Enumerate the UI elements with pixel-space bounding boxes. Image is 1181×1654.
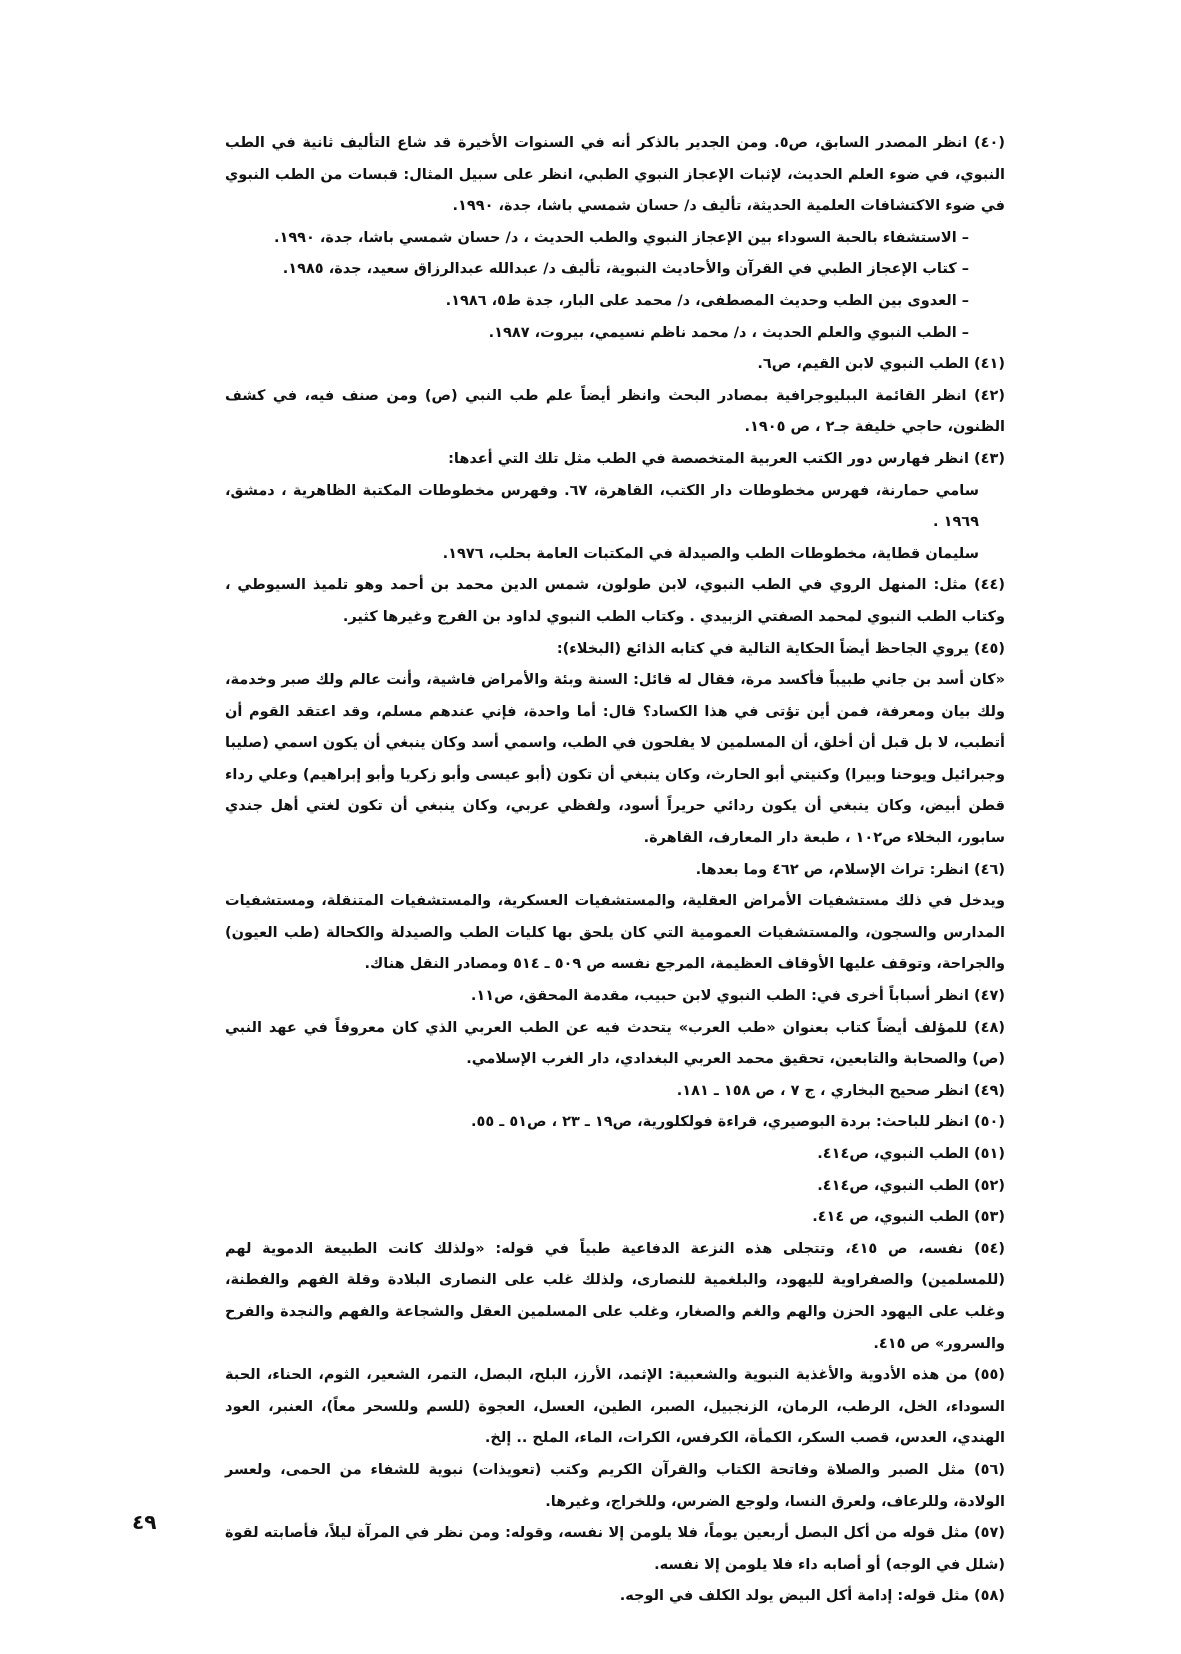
footnote-text: مثل الصبر والصلاة وفاتحة الكتاب والقرآن الكريم وكتب (تعويذات) نبوية للشفاء من الحمى، ولعسر الولادة، وللرعاف، ولعرق النسا، ولوجع الضرس، وللخراج، وغيرها. bbox=[225, 1461, 1005, 1510]
footnote-number: (٥٠) bbox=[974, 1114, 1005, 1131]
footnote bbox=[225, 1360, 1005, 1455]
footnote-text: من هذه الأدوية والأغذية النبوية والشعبية: الإثمد، الأرز، البلح، البصل، التمر، الشعير، الثوم، الحناء، الحبة السوداء، الخل، الرطب، الرمان، الزنجبيل، الصبر، الطين، العسل، العجوة (للسم وللسحر معاً)، العنبر، العود الهندي، العدس، قصب السكر، الكمأة، الكرفس، الكرات، الماء، الملح .. إلخ. bbox=[225, 1367, 1005, 1447]
footnote bbox=[225, 634, 1005, 666]
footnote bbox=[225, 855, 1005, 887]
footnote-text: – الاستشفاء بالحبة السوداء بين الإعجاز النبوي والطب الحديث ، د/ حسان شمسي باشا، جدة، ١٩٩٠. bbox=[273, 229, 969, 246]
footnote-text: انظر القائمة الببليوجرافية بمصادر البحث وانظر أيضاً علم طب النبي (ص) ومن صنف فيه، في كشف الظنون، حاجي خليفة جـ٢ ، ص ١٩٠٥. bbox=[225, 387, 1005, 436]
footnote-text: – العدوى بين الطب وحديث المصطفى، د/ محمد على البار، جدة ط٥، ١٩٨٦. bbox=[445, 292, 969, 309]
footnote-text: الطب النبوي، ص ٤١٤. bbox=[812, 1209, 969, 1226]
footnote-text: الطب النبوي لابن القيم، ص٦. bbox=[757, 356, 969, 373]
footnote-text: مثل قوله: إدامة أكل البيض يولد الكلف في الوجه. bbox=[619, 1588, 969, 1605]
footnote-number: (٥٧) bbox=[974, 1525, 1005, 1542]
footnote-number: (٤٩) bbox=[974, 1082, 1005, 1099]
footnote-number: (٤١) bbox=[974, 356, 1005, 373]
footnote-text: سامي حمارنة، فهرس مخطوطات دار الكتب، القاهرة، ٦٧. وفهرس مخطوطات المكتبة الظاهرية ، دمشق، ١٩٦٩ . bbox=[225, 482, 979, 531]
footnote-subitem bbox=[225, 223, 1005, 255]
footnote-number: (٤٤) bbox=[974, 577, 1005, 594]
footnote-number: (٤٦) bbox=[974, 861, 1005, 878]
footnote-text: يروي الجاحظ أيضاً الحكاية التالية في كتابه الذائع (البخلاء): bbox=[556, 640, 969, 657]
footnote bbox=[225, 981, 1005, 1013]
footnote-continuation bbox=[225, 886, 1005, 981]
footnote-number: (٤٢) bbox=[974, 387, 1005, 404]
footnote-text: انظر: تراث الإسلام، ص ٤٦٢ وما بعدها. bbox=[695, 861, 969, 878]
footnote-text: انظر فهارس دور الكتب العربية المتخصصة في الطب مثل تلك التي أعدها: bbox=[448, 450, 969, 467]
footnote-text: الطب النبوي، ص٤١٤. bbox=[817, 1177, 969, 1194]
footnote bbox=[225, 1076, 1005, 1108]
footnote-subitem bbox=[225, 286, 1005, 318]
footnote bbox=[225, 349, 1005, 381]
footnote-text: «كان أسد بن جاني طبيباً فأكسد مرة، فقال له قائل: السنة وبئة والأمراض فاشية، وأنت عالم ولك صبر وخدمة، ولك بيان ومعرفة، فمن أين تؤتى في هذا الكساد؟ قال: أما واحدة، فإني عندهم مسلم، وقد اعتقد القوم أن أتطبب، لا بل قبل أن أخلق، أن المسلمين لا يفلحون في الطب، واسمي أسد وكان ينبغي أن يكون اسمي (صليبا وجبرائيل ويوحنا وبيرا) وكنيتي أبو الحارث، وكان ينبغي أن تكون (أبو عيسى وأبو زكريا وأبو إبراهيم) وعلي رداء قطن أبيض، وكان ينبغي أن يكون ردائي حريراً أسود، ولفظي عربي، وكان ينبغي أن تكون لغتي أهل جندي سابور، البخلاء ص١٠٢ ، طبعة دار المعارف، القاهرة. bbox=[225, 672, 1005, 847]
footnote bbox=[225, 1581, 1005, 1613]
footnote bbox=[225, 1139, 1005, 1171]
footnote bbox=[225, 444, 1005, 476]
footnote-number: (٥١) bbox=[974, 1146, 1005, 1162]
footnote-subitem bbox=[225, 318, 1005, 350]
footnote-text: انظر للباحث: بردة البوصيري، قراءة فولكلورية، ص١٩ ـ ٢٣ ، ص٥١ ـ ٥٥. bbox=[471, 1114, 969, 1131]
footnote-text: انظر المصدر السابق، ص٥. ومن الجدير بالذكر أنه في السنوات الأخيرة قد شاع التأليف ثانية في الطب النبوي، في ضوء العلم الحديث، لإثبات الإعجاز النبوي الطبي، انظر على سبيل المثال: قبسات من الطب النبوي في ضوء الاكتشافات العلمية الحديثة، تأليف د/ حسان شمسي باشا، جدة، ١٩٩٠. bbox=[225, 135, 1005, 215]
footnote bbox=[225, 570, 1005, 633]
footnote-number: (٥٣) bbox=[974, 1209, 1005, 1226]
footnote-number: (٤٥) bbox=[974, 640, 1005, 657]
footnote-text: ويدخل في ذلك مستشفيات الأمراض العقلية، والمستشفيات العسكرية، والمستشفيات المتنقلة، ومستشفيات المدارس والسجون، والمستشفيات العمومية التي كان يلحق بها كليات الطب والصيدلة والكحالة (طب العيون) والجراحة، وتوقف عليها الأوقاف العظيمة، المرجع نفسه ص ٥٠٩ ـ ٥١٤ ومصادر النقل هناك. bbox=[225, 893, 1005, 973]
footnote-continuation bbox=[225, 476, 1005, 539]
footnote-quote bbox=[225, 665, 1005, 855]
footnote-number: (٥٥) bbox=[974, 1367, 1005, 1384]
footnote-number: (٥٤) bbox=[974, 1240, 1005, 1257]
footnote bbox=[225, 381, 1005, 444]
footnote-number: (٤٧) bbox=[974, 988, 1005, 1005]
footnote bbox=[225, 1202, 1005, 1234]
footnote-number: (٤٠) bbox=[974, 135, 1005, 151]
footnote bbox=[225, 1234, 1005, 1360]
footnote-text: نفسه، ص ٤١٥، وتتجلى هذه النزعة الدفاعية طبياً في قوله: «ولذلك كانت الطبيعة الدموية لهم (للمسلمين) والصفراوية لليهود، والبلغمية للنصارى، ولذلك غلب على النصارى البلادة وقلة الفهم والفطنة، وغلب على اليهود الحزن والهم والغم والصغار، وغلب على المسلمين العقل والشجاعة والفهم والنجدة والفرح والسرور» ص ٤١٥. bbox=[225, 1240, 1005, 1352]
footnote-text: انظر أسباباً أخرى في: الطب النبوي لابن حبيب، مقدمة المحقق، ص١١. bbox=[470, 988, 969, 1005]
footnote-continuation bbox=[225, 539, 1005, 571]
footnote-text: انظر صحيح البخاري ، ج ٧ ، ص ١٥٨ ـ ١٨١. bbox=[676, 1082, 969, 1099]
footnote bbox=[225, 128, 1005, 223]
footnote-text: مثل قوله من أكل البصل أربعين يوماً، فلا يلومن إلا نفسه، وقوله: ومن نظر في المرآة ليلاً، فأصابته لقوة (شلل في الوجه) أو أصابه داء فلا يلومن إلا نفسه. bbox=[225, 1525, 1005, 1573]
footnote-text: الطب النبوي، ص٤١٤. bbox=[817, 1146, 969, 1162]
footnote-text: مثل: المنهل الروي في الطب النبوي، لابن طولون، شمس الدين محمد بن أحمد وهو تلميذ السيوطي ، وكتاب الطب النبوي لمحمد الصفتي الزبيدي . وكتاب الطب النبوي لداود بن الفرج وغيرها كثير. bbox=[225, 577, 1005, 625]
footnote bbox=[225, 1013, 1005, 1076]
footnotes-list bbox=[225, 128, 1005, 1613]
footnote-text: – الطب النبوي والعلم الحديث ، د/ محمد ناظم نسيمي، بيروت، ١٩٨٧. bbox=[488, 324, 969, 341]
footnote-number: (٤٨) bbox=[974, 1019, 1005, 1036]
footnote-number: (٥٨) bbox=[974, 1588, 1005, 1605]
footnote-subitem bbox=[225, 254, 1005, 286]
footnote-number: (٥٢) bbox=[974, 1177, 1005, 1194]
footnote-number: (٤٣) bbox=[974, 450, 1005, 467]
footnote-text: سليمان قطاية، مخطوطات الطب والصيدلة في المكتبات العامة بحلب، ١٩٧٦. bbox=[442, 545, 979, 562]
footnote bbox=[225, 1107, 1005, 1139]
footnote bbox=[225, 1518, 1005, 1581]
footnote-text: للمؤلف أيضاً كتاب بعنوان «طب العرب» يتحدث فيه عن الطب العربي الذي كان معروفاً في عهد النبي (ص) والصحابة والتابعين، تحقيق محمد العربي البغدادي، دار الغرب الإسلامي. bbox=[225, 1019, 1005, 1068]
page-number: ٤٩ bbox=[132, 1510, 157, 1534]
footnote bbox=[225, 1455, 1005, 1518]
footnote-text: – كتاب الإعجاز الطبي في القرآن والأحاديث النبوية، تأليف د/ عبدالله عبدالرزاق سعيد، جدة، ١٩٨٥. bbox=[282, 261, 969, 278]
footnote bbox=[225, 1171, 1005, 1203]
footnote-number: (٥٦) bbox=[974, 1461, 1005, 1478]
